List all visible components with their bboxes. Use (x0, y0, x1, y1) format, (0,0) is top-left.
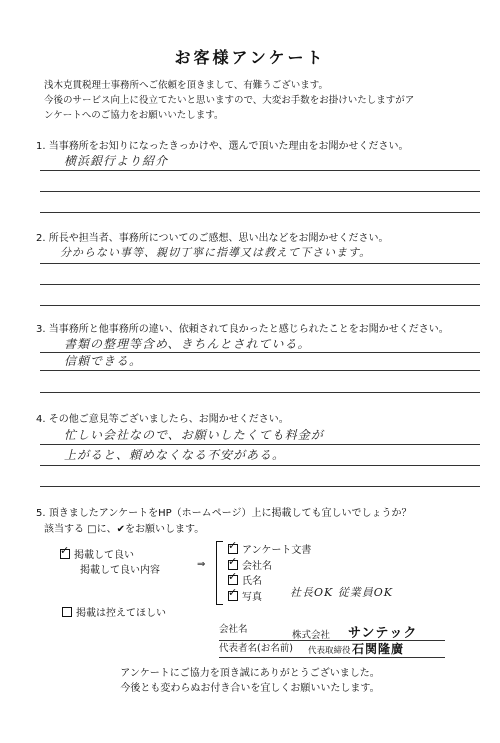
question-1: 1. 当事務所をお知りになったきっかけや、選んで頂いた理由をお聞かせください。 (36, 141, 409, 152)
answer-4-line-1: 忙しい会社なので、お願いしたくても料金が (64, 428, 324, 442)
closing-text (0, 666, 500, 696)
answer-2-line-1: 分からない事等、親切丁寧に指導又は教えて下さいます。 (60, 246, 372, 259)
closing-line: 今後とも変わらぬお付き合いを宜しくお願いいたします。 (120, 683, 380, 694)
publish-ok-option[interactable] (60, 546, 134, 561)
item-person-name-checkbox[interactable] (228, 575, 238, 585)
company-prefix: 株式会社 (292, 630, 331, 641)
survey-title: お客様アンケート (174, 48, 326, 67)
question-5: 5. 頂きましたアンケートをHP（ホームページ）上に掲載しても宜しいでしょうか？ (36, 508, 412, 519)
answer-3-line-2: 信頼できる。 (64, 354, 143, 368)
answer-rule (40, 486, 480, 487)
intro-text (44, 78, 484, 123)
answer-rule (40, 305, 480, 306)
company-name: サンテック (348, 626, 418, 641)
publish-decline-checkbox[interactable] (62, 607, 72, 617)
company-label: 会社名 (219, 624, 248, 635)
answer-rule (40, 170, 480, 171)
rep-rule (219, 657, 445, 658)
intro-line: 今後のサービス向上に役立てたいと思いますので、大変お手数をお掛けいたしますがア (44, 95, 415, 106)
answer-rule (40, 284, 480, 285)
answer-1-line-1: 横浜銀行より紹介 (64, 154, 169, 168)
question-5-instruction: 該当する □に、✔をお願いします。 (44, 524, 205, 535)
arrow-icon: ⇒ (197, 559, 206, 570)
photo-note: 社長OK 従業員OK (290, 586, 393, 599)
item-person-name-label: 氏名 (242, 576, 262, 587)
publish-decline-option[interactable] (62, 604, 166, 619)
item-survey-text-checkbox[interactable] (228, 544, 238, 554)
answer-rule (40, 444, 480, 445)
answer-rule (40, 465, 480, 466)
item-photo[interactable] (228, 588, 262, 603)
closing-line: アンケートにご協力を頂き誠にありがとうございました。 (120, 668, 380, 679)
answer-4-line-2: 上がると、頼めなくなる不安がある。 (64, 448, 286, 462)
item-person-name[interactable] (228, 572, 262, 587)
intro-line: 浅木克貫税理士事務所へご依頼を頂きまして、有難うございます。 (44, 80, 329, 91)
bracket (216, 541, 223, 605)
item-company-name-checkbox[interactable] (228, 560, 238, 570)
item-photo-label: 写真 (242, 592, 262, 603)
rep-name: 石関隆廣 (352, 642, 405, 656)
answer-rule (40, 370, 480, 371)
item-photo-checkbox[interactable] (228, 591, 238, 601)
answer-rule (40, 212, 480, 213)
publish-decline-label: 掲載は控えてほしい (76, 608, 166, 619)
intro-line: ンケートへのご協力をお願いいたします。 (44, 110, 224, 121)
item-company-name-label: 会社名 (242, 561, 272, 572)
question-4: 4. その他ご意見等ございましたら、お聞かせください。 (36, 414, 289, 425)
item-survey-text[interactable] (228, 541, 311, 556)
answer-rule (40, 263, 480, 264)
answer-rule (40, 191, 480, 192)
rep-title: 代表取締役 (308, 646, 351, 656)
publish-ok-label: 掲載して良い (74, 550, 134, 561)
publish-content-label: 掲載して良い内容 (80, 565, 160, 576)
question-2: 2. 所長や担当者、事務所についてのご感想、思い出などをお聞かせください。 (36, 233, 389, 244)
question-3: 3. 当事務所と他事務所の違い、依頼されて良かったと感じられたことをお聞かせください。 (36, 324, 449, 335)
rep-label: 代表者名(お名前) (219, 643, 293, 654)
answer-3-line-1: 書類の整理等含め、きちんとされている。 (64, 337, 311, 351)
item-survey-text-label: アンケート文書 (242, 545, 312, 556)
answer-rule (40, 392, 480, 393)
publish-ok-checkbox[interactable] (60, 549, 70, 559)
